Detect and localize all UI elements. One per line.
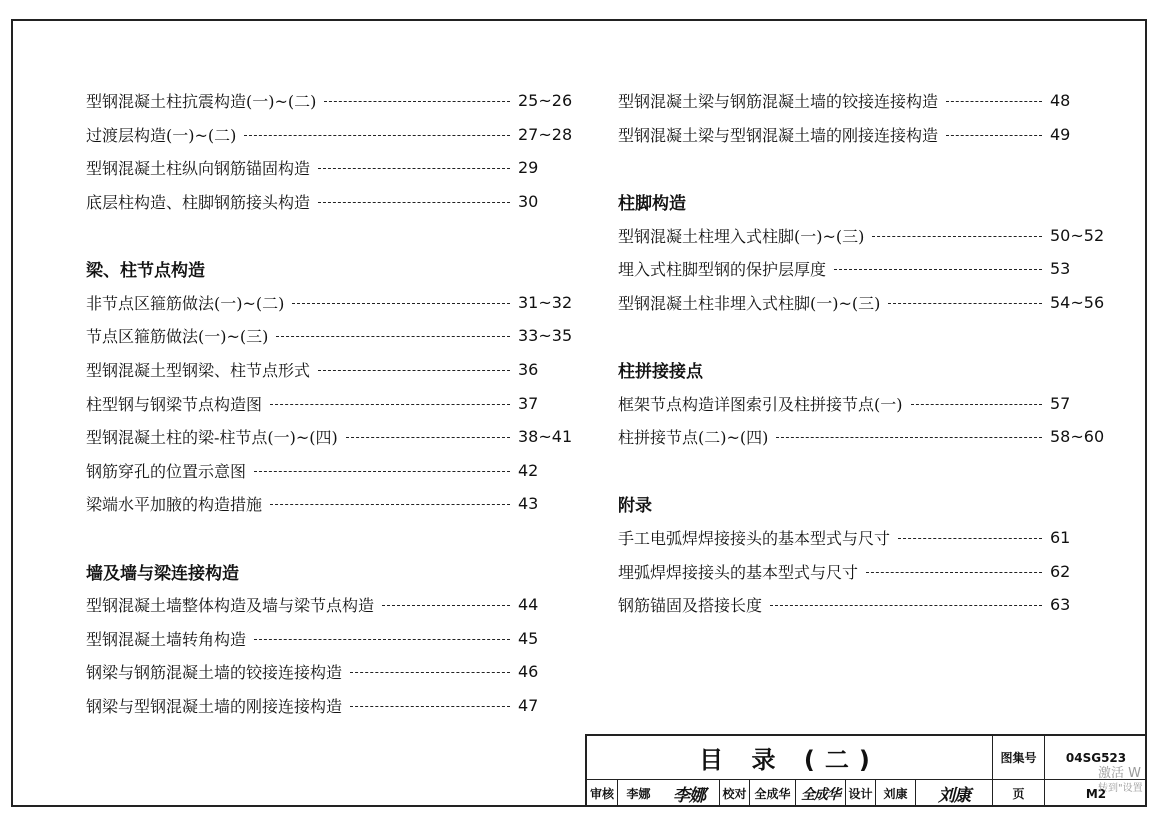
- toc-entry-title: 埋入式柱脚型钢的保护层厚度: [618, 260, 827, 280]
- dash-leader: [350, 706, 510, 707]
- section-heading: 柱拼接接点: [618, 362, 703, 383]
- toc-entry: [86, 622, 580, 656]
- toc-entry-page: 43: [518, 494, 539, 514]
- section-heading: 梁、柱节点构造: [86, 261, 205, 282]
- design-label: 设计: [845, 780, 875, 807]
- toc-entry: [618, 218, 1112, 252]
- section-spacer: [618, 151, 1112, 185]
- dash-leader: [946, 135, 1042, 136]
- toc-entry-title: 非节点区箍筋做法(一)~(二): [86, 293, 285, 313]
- review-label: 审核: [589, 787, 614, 801]
- toc-entry-page: 54~56: [1050, 292, 1105, 312]
- toc-entry-page: 44: [518, 595, 539, 615]
- dash-leader: [350, 672, 510, 673]
- toc-entry-page: 63: [1050, 595, 1071, 615]
- toc-entry: [86, 353, 580, 387]
- toc-entry-title: 柱拼接节点(二)~(四): [618, 428, 769, 448]
- toc-entry-page: 62: [1050, 561, 1071, 581]
- toc-entry-page: 45: [518, 628, 539, 648]
- toc-entry-title: 型钢混凝土梁与钢筋混凝土墙的铰接连接构造: [618, 92, 939, 112]
- toc-entry-title: 型钢混凝土梁与型钢混凝土墙的刚接连接构造: [618, 125, 939, 145]
- toc-entry-title: 埋弧焊焊接接头的基本型式与尺寸: [618, 562, 859, 582]
- toc-entry: [86, 420, 580, 454]
- dash-leader: [888, 303, 1042, 304]
- toc-entry: [86, 655, 580, 689]
- toc-entry-title: 手工电弧焊焊接接头的基本型式与尺寸: [618, 529, 891, 549]
- toc-entry-page: 42: [518, 460, 539, 480]
- page-label: 页: [992, 780, 1044, 807]
- page-number: M2: [1044, 780, 1147, 807]
- toc-entry: [86, 151, 580, 185]
- toc-entry-page: 57: [1050, 393, 1071, 413]
- toc-entry-title: 梁端水平加腋的构造措施: [86, 495, 263, 515]
- checker-name: 全成华: [749, 780, 795, 807]
- toc-entry-page: 46: [518, 662, 539, 682]
- toc-entry: [618, 252, 1112, 286]
- section-heading: 墙及墙与梁连接构造: [86, 563, 239, 584]
- toc-entry-title: 型钢混凝土柱抗震构造(一)~(二): [86, 92, 317, 112]
- toc-entry: [618, 420, 1112, 454]
- designer-signature: 刘康: [915, 780, 992, 807]
- dash-leader: [254, 639, 510, 640]
- dash-leader: [946, 101, 1042, 102]
- toc-entry-page: 30: [518, 192, 539, 212]
- watermark-line-2: 转到"设置: [1098, 783, 1143, 794]
- section-heading: 柱脚构造: [618, 194, 686, 215]
- toc-entry: [86, 84, 580, 118]
- atlas-number: 04SG523: [1044, 736, 1147, 780]
- dash-leader: [776, 437, 1042, 438]
- toc-entry-page: 48: [1050, 91, 1071, 111]
- toc-entry-title: 型钢混凝土型钢梁、柱节点形式: [86, 361, 311, 381]
- toc-entry: [86, 319, 580, 353]
- toc-entry-title: 钢梁与型钢混凝土墙的刚接连接构造: [86, 696, 343, 716]
- toc-entry: [86, 286, 580, 320]
- toc-entry-title: 型钢混凝土柱埋入式柱脚(一)~(三): [618, 226, 865, 246]
- section-spacer: [618, 454, 1112, 488]
- toc-left-column: [86, 84, 580, 722]
- toc-entry-title: 钢筋穿孔的位置示意图: [86, 461, 247, 481]
- toc-entry: [86, 118, 580, 152]
- dash-leader: [270, 504, 510, 505]
- toc-entry-page: 33~35: [518, 326, 573, 346]
- reviewer-signature: 李娜: [673, 786, 705, 806]
- toc-entry: [618, 84, 1112, 118]
- toc-entry: [86, 386, 580, 420]
- toc-entry: [618, 554, 1112, 588]
- toc-entry: [618, 386, 1112, 420]
- toc-entry-title: 型钢混凝土墙转角构造: [86, 629, 247, 649]
- dash-leader: [244, 135, 510, 136]
- section-spacer: [86, 521, 580, 555]
- toc-entry-title: 钢梁与钢筋混凝土墙的铰接连接构造: [86, 663, 343, 683]
- reviewer-name: 李娜: [617, 780, 659, 807]
- designer-name: 刘康: [875, 780, 915, 807]
- section-spacer: [618, 319, 1112, 353]
- toc-entry: [86, 588, 580, 622]
- toc-entry-page: 47: [518, 695, 539, 715]
- dash-leader: [318, 370, 510, 371]
- toc-entry: [618, 588, 1112, 622]
- toc-entry-page: 25~26: [518, 91, 573, 111]
- toc-entry-page: 27~28: [518, 124, 573, 144]
- toc-entry-title: 过渡层构造(一)~(二): [86, 125, 237, 145]
- toc-entry: [86, 454, 580, 488]
- toc-entry: [86, 185, 580, 219]
- toc-entry-page: 29: [518, 158, 539, 178]
- watermark-line-1: 激活 W: [1098, 766, 1141, 781]
- atlas-number-label: 图集号: [992, 736, 1044, 780]
- toc-entry: [86, 689, 580, 723]
- toc-entry-page: 49: [1050, 124, 1071, 144]
- toc-entry-title: 型钢混凝土柱纵向钢筋锚固构造: [86, 159, 311, 179]
- dash-leader: [770, 605, 1042, 606]
- toc-entry-title: 型钢混凝土柱非埋入式柱脚(一)~(三): [618, 293, 881, 313]
- dash-leader: [898, 538, 1042, 539]
- dash-leader: [318, 202, 510, 203]
- dash-leader: [324, 101, 510, 102]
- toc-entry-title: 型钢混凝土墙整体构造及墙与梁节点构造: [86, 596, 375, 616]
- toc-right-column: [618, 84, 1112, 622]
- toc-entry: [86, 487, 580, 521]
- dash-leader: [911, 404, 1043, 405]
- dash-leader: [382, 605, 510, 606]
- toc-entry: [618, 118, 1112, 152]
- section-heading: 附录: [618, 496, 652, 517]
- toc-entry-page: 37: [518, 393, 539, 413]
- title-block: [585, 734, 1147, 807]
- dash-leader: [866, 572, 1042, 573]
- toc-entry: [618, 521, 1112, 555]
- toc-entry-title: 钢筋锚固及搭接长度: [618, 596, 763, 616]
- dash-leader: [834, 269, 1042, 270]
- toc-entry-title: 型钢混凝土柱的梁-柱节点(一)~(四): [86, 428, 338, 448]
- toc-entry-page: 61: [1050, 528, 1071, 548]
- toc-entry-title: 底层柱构造、柱脚钢筋接头构造: [86, 193, 311, 213]
- dash-leader: [276, 336, 510, 337]
- toc-entry-title: 节点区箍筋做法(一)~(三): [86, 327, 269, 347]
- dash-leader: [872, 236, 1042, 237]
- toc-entry: [618, 286, 1112, 320]
- dash-leader: [254, 471, 510, 472]
- toc-entry-page: 36: [518, 360, 539, 380]
- toc-entry-page: 58~60: [1050, 427, 1105, 447]
- activation-watermark: [1098, 766, 1143, 796]
- dash-leader: [270, 404, 510, 405]
- sheet-title: 目 录 (二): [587, 736, 992, 780]
- dash-leader: [346, 437, 510, 438]
- toc-entry-page: 53: [1050, 259, 1071, 279]
- toc-entry-page: 38~41: [518, 427, 573, 447]
- dash-leader: [292, 303, 510, 304]
- check-label: 校对: [719, 780, 749, 807]
- section-spacer: [86, 218, 580, 252]
- checker-signature: 全成华: [795, 780, 845, 807]
- toc-entry-page: 31~32: [518, 292, 573, 312]
- toc-entry-page: 50~52: [1050, 225, 1105, 245]
- dash-leader: [318, 168, 510, 169]
- toc-entry-title: 框架节点构造详图索引及柱拼接节点(一): [618, 394, 903, 414]
- toc-entry-title: 柱型钢与钢梁节点构造图: [86, 394, 263, 414]
